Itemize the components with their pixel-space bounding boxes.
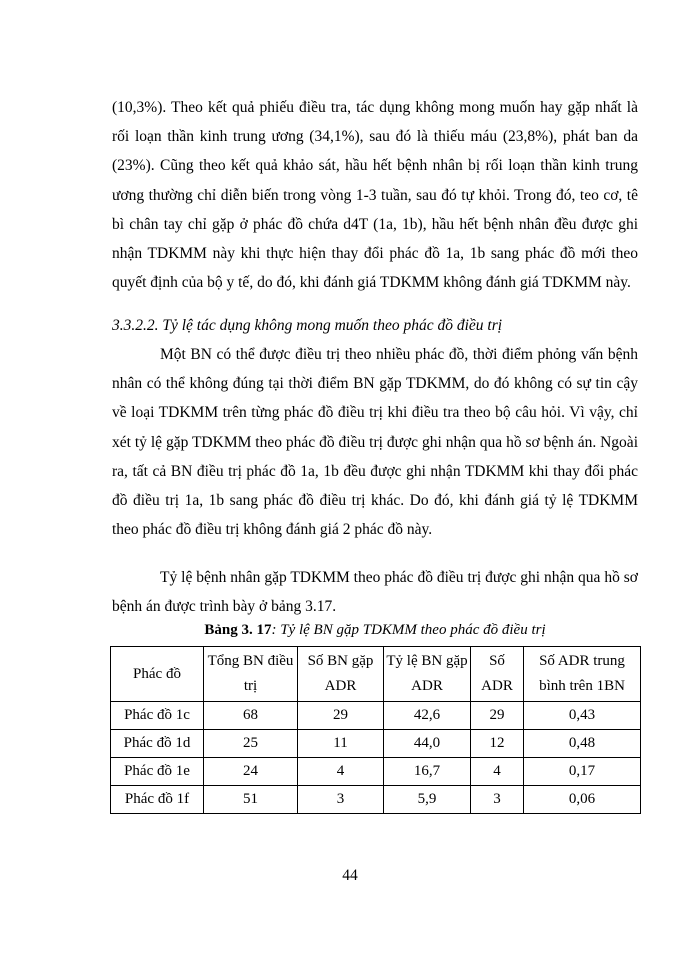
table-row xyxy=(111,702,641,730)
table-cell: 0,06 xyxy=(524,786,641,814)
table-cell: 0,17 xyxy=(524,758,641,786)
table-header-row xyxy=(111,647,641,702)
table-caption-label: Bảng 3. 17 xyxy=(204,622,272,638)
table-cell: 0,48 xyxy=(524,730,641,758)
table-row xyxy=(111,758,641,786)
table-cell: 4 xyxy=(298,758,384,786)
table-caption xyxy=(112,619,638,641)
section-heading-3-3-2-2: 3.3.2.2. Tỷ lệ tác dụng không mong muốn theo phác đồ điều trị xyxy=(112,317,503,334)
table-cell: 11 xyxy=(298,730,384,758)
table-cell: 24 xyxy=(204,758,298,786)
table-cell: 5,9 xyxy=(384,786,471,814)
table-cell: 4 xyxy=(471,758,524,786)
header-patients-with-adr: Số BN gặp ADR xyxy=(298,647,384,702)
table-cell: 42,6 xyxy=(384,702,471,730)
page-number: 44 xyxy=(342,867,358,884)
header-regimen: Phác đồ xyxy=(111,647,204,702)
table-cell: 3 xyxy=(471,786,524,814)
table-cell: Phác đồ 1f xyxy=(111,786,204,814)
header-adr-rate: Tỷ lệ BN gặp ADR xyxy=(384,647,471,702)
table-cell: 29 xyxy=(298,702,384,730)
table-cell: 16,7 xyxy=(384,758,471,786)
table-cell: 12 xyxy=(471,730,524,758)
table-cell: 0,43 xyxy=(524,702,641,730)
header-total-patients: Tổng BN điều trị xyxy=(204,647,298,702)
adr-by-regimen-table xyxy=(110,646,641,814)
table-cell: Phác đồ 1e xyxy=(111,758,204,786)
table-row xyxy=(111,730,641,758)
table-caption-text: : Tỷ lệ BN gặp TDKMM theo phác đồ điều trị xyxy=(271,622,546,638)
table-cell: 3 xyxy=(298,786,384,814)
paragraph-table-intro: Tỷ lệ bệnh nhân gặp TDKMM theo phác đồ điều trị được ghi nhận qua hồ sơ bệnh án được trình bày ở bảng 3.17. xyxy=(112,569,638,616)
table-cell: 29 xyxy=(471,702,524,730)
table-row xyxy=(111,786,641,814)
paragraph-adr-frequency: (10,3%). Theo kết quả phiếu điều tra, tác dụng không mong muốn hay gặp nhất là rối loạn thần kinh trung ương (34,1%), sau đó là thiếu máu (23,8%), phát ban da (23%). Cũng theo kết quả khảo sát, hầu hết bệnh nhân bị rối loạn thần kinh trung ương thường chỉ diễn biến trong vòng 1-3 tuần, sau đó tự khỏi. Trong đó, teo cơ, tê bì chân tay chỉ gặp ở phác đồ chứa d4T (1a, 1b), hầu hết bệnh nhân đều được ghi nhận TDKMM này khi thực hiện thay đổi phác đồ 1a, 1b sang phác đồ mới theo quyết định của bộ y tế, do đó, khi đánh giá TDKMM không đánh giá TDKMM này. xyxy=(112,99,638,292)
table-cell: 44,0 xyxy=(384,730,471,758)
table-cell: 25 xyxy=(204,730,298,758)
table-cell: 68 xyxy=(204,702,298,730)
paragraph-methodology: Một BN có thể được điều trị theo nhiều phác đồ, thời điểm phỏng vấn bệnh nhân có thể không đúng tại thời điểm BN gặp TDKMM, do đó không có sự tin cậy về loại TDKMM trên từng phác đồ điều trị khi điều tra theo bộ câu hỏi. Vì vậy, chỉ xét tỷ lệ gặp TDKMM theo phác đồ điều trị được ghi nhận qua hồ sơ bệnh án. Ngoài ra, tất cả BN điều trị phác đồ 1a, 1b đều được ghi nhận TDKMM khi thay đổi phác đồ điều trị 1a, 1b sang phác đồ điều trị khác. Do đó, khi đánh giá tỷ lệ TDKMM theo phác đồ điều trị không đánh giá 2 phác đồ này. xyxy=(112,346,638,539)
table-cell: Phác đồ 1d xyxy=(111,730,204,758)
table-cell: Phác đồ 1c xyxy=(111,702,204,730)
header-adr-count: Số ADR xyxy=(471,647,524,702)
table-cell: 51 xyxy=(204,786,298,814)
header-avg-adr-per-patient: Số ADR trung bình trên 1BN xyxy=(524,647,641,702)
